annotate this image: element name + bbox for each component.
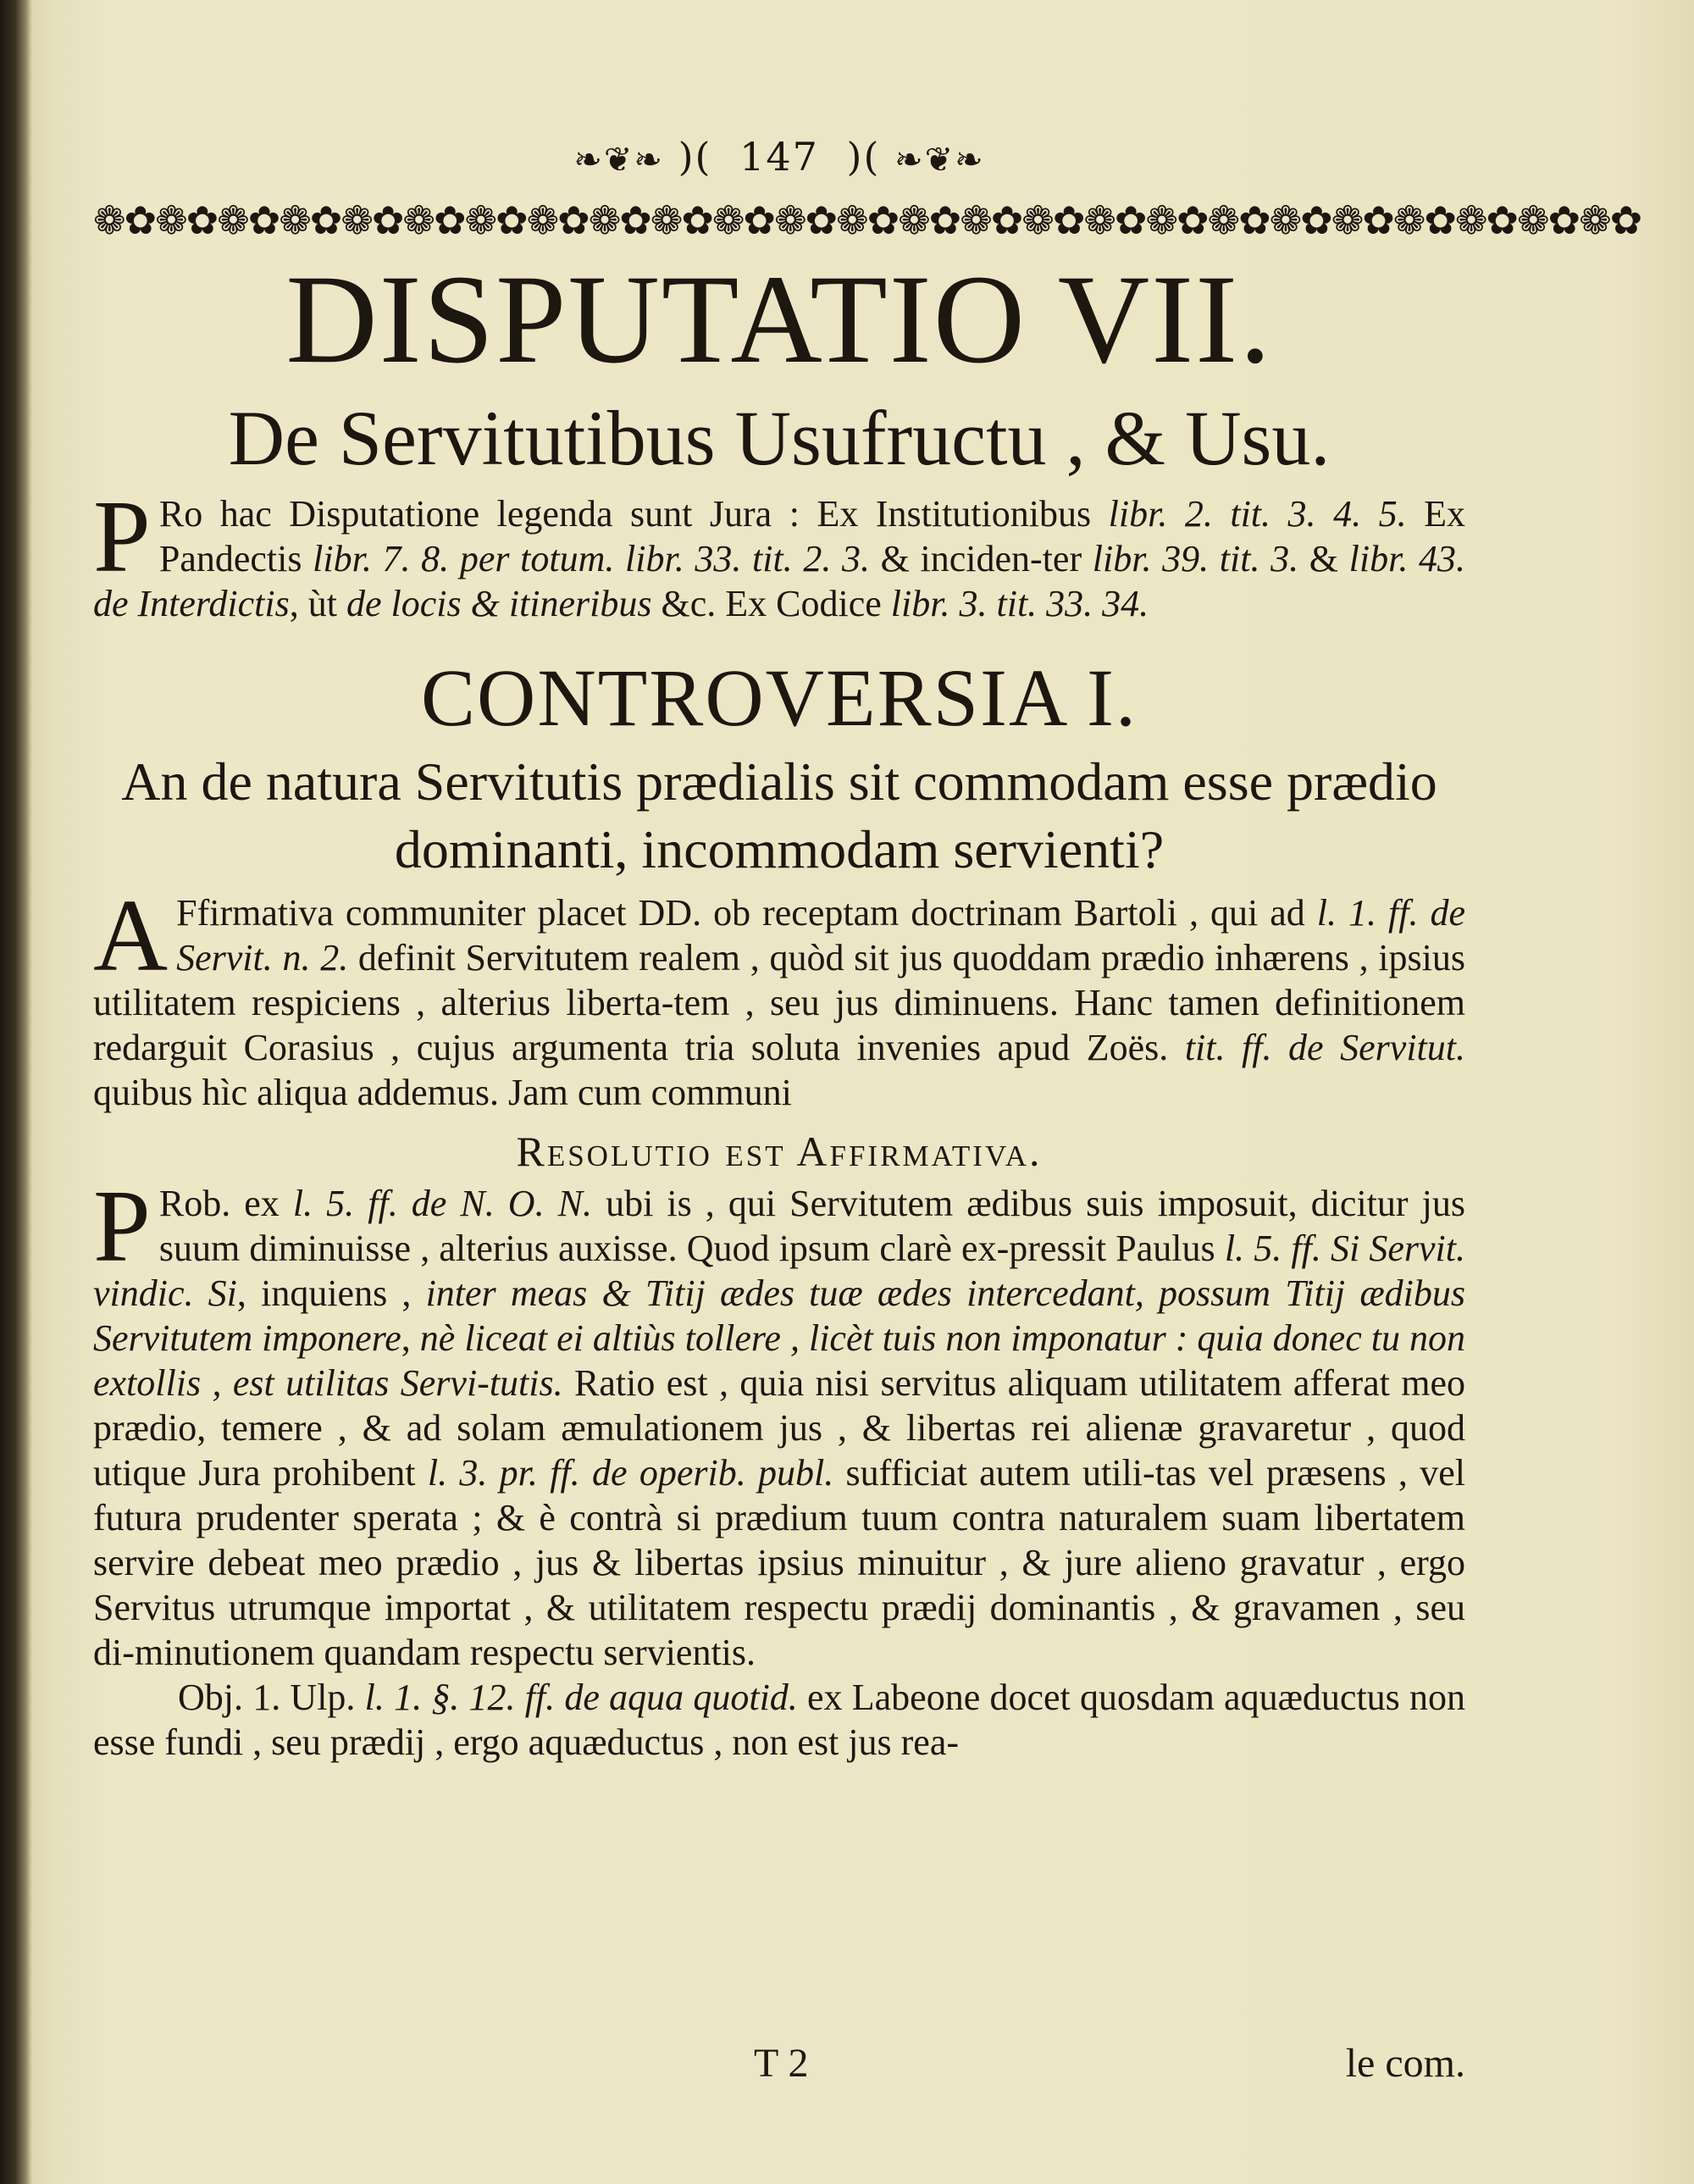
page-footer (93, 2040, 1465, 2091)
signature-mark: T 2 (754, 2041, 809, 2086)
citation: l. 5. ff. de N. O. N. (292, 1183, 592, 1224)
binding-gutter (0, 0, 32, 2184)
body-text: Ratio est , quia nisi servitus aliquam utilitatem afferat meo prædio, temere , & ad solam æmulationem jus , & libertas rei alienæ gravaretur , quod utique Jura prohibent (93, 1362, 1466, 1494)
citation: de locis & itineribus (346, 583, 652, 624)
intro-text: &c. Ex Codice (651, 583, 882, 624)
page-number: 147 (739, 134, 819, 180)
citation: libr. 3. tit. 33. 34. (890, 583, 1149, 624)
intro-text: & inciden-ter (870, 538, 1082, 579)
left-ornament-icon: ❧❦❧ (573, 141, 664, 180)
controversia-question: An de natura Servitutis prædialis sit commodam esse prædio dominanti, incommodam servienti? (121, 751, 1437, 879)
citation: libr. 39. tit. 3. (1092, 538, 1299, 579)
citation: libr. 43. de Interdictis (93, 538, 1466, 624)
drop-cap: P (93, 479, 151, 594)
affirmativa-paragraph (93, 879, 1465, 1115)
intro-text: Ex Pandectis (158, 493, 1465, 579)
body-text: sufficiat autem utili-tas vel præsens , vel futura prudenter sperata ; & è contrà si prædium tuum contra naturalem suam libertatem servire debeat meo prædio , jus & libertas ipsius minuitur , & jure alieno gravatur , ergo Servitus utrumque importat , & utilitatem respectu prædij dominantis , & gravamen , seu di-minutionem quandam respectu servientis. (93, 1452, 1465, 1673)
disputation-title: DISPUTATIO VII. (285, 249, 1273, 390)
body-text: Obj. 1. Ulp. (178, 1677, 356, 1718)
right-bracket: )( (846, 134, 881, 180)
intro-paragraph (93, 479, 1466, 626)
body-text: quibus hìc aliqua addemus. Jam cum communi (93, 1072, 792, 1113)
objection-paragraph (93, 1675, 1465, 1765)
body-text: ubi is , qui Servitutem ædibus suis imposuit, dicitur jus suum diminuisse , alterius auxisse. Quod ipsum clarè ex-pressit Paulus (158, 1183, 1465, 1269)
citation: l. 1. §. 12. ff. de aqua quotid. (364, 1677, 798, 1718)
body-text: definit Servitutem realem , quòd sit jus quoddam prædio inhærens , ipsius utilitatem respiciens , alterius liberta-tem , seu jus diminuens. Hanc tamen definitionem redarguit Corasius , cujus argumenta tria soluta invenies apud Zoës. (93, 937, 1465, 1068)
body-text: ex Labeone docet quosdam aquæductus non esse fundi , seu prædij , ergo aquæductus , non est jus rea- (93, 1677, 1466, 1763)
body-text: , (401, 1317, 420, 1359)
citation: libr. 7. 8. per totum. libr. 33. tit. 2. 3. (313, 538, 870, 579)
left-bracket: )( (678, 134, 712, 180)
citation: l. 3. pr. ff. de operib. publ. (427, 1452, 834, 1494)
quotation: inter meas & Titij ædes tuæ ædes intercedant, possum Titij ædibus Servitutem imponere (93, 1272, 1466, 1359)
body-text: Ffirmativa communiter placet DD. ob receptam doctrinam Bartoli , qui ad (176, 892, 1305, 934)
intro-text: Ro hac Disputatione legenda sunt Jura : Ex Institutionibus (158, 493, 1092, 535)
intro-text: , ùt (289, 583, 337, 624)
probatio-paragraph (93, 1169, 1466, 1675)
quotation: nè liceat ei altiùs tollere , licèt tuis non imponatur : quia donec tu non extollis , est utilitas Servi-tutis. (93, 1317, 1465, 1404)
citation: l. 1. ff. de Servit. n. 2. (176, 892, 1465, 978)
running-head (93, 127, 1465, 186)
page-content (93, 127, 1641, 1765)
drop-cap: P (93, 1169, 151, 1283)
resolutio-heading: Resolutio est Affirmativa. (516, 1128, 1043, 1175)
citation: l. 5. ff. Si Servit. vindic. Si (93, 1228, 1466, 1314)
catchword: le com. (1345, 2041, 1465, 2086)
right-ornament-icon: ❧❦❧ (894, 141, 985, 180)
citation: libr. 2. tit. 3. 4. 5. (1108, 493, 1407, 535)
drop-cap: A (93, 879, 169, 993)
citation: tit. ff. de Servitut. (1184, 1027, 1465, 1068)
decorative-border-icon: ❁✿❁✿❁✿❁✿❁✿❁✿❁✿❁✿❁✿❁✿❁✿❁✿❁✿❁✿❁✿❁✿❁✿❁✿❁✿❁✿❁✿❁✿❁✿❁✿❁✿ (93, 197, 1641, 243)
intro-text: & (1298, 538, 1338, 579)
body-text: , inquiens , (236, 1272, 412, 1314)
body-text: Rob. ex (158, 1183, 280, 1224)
disputation-subtitle: De Servitutibus Usufructu , & Usu. (228, 395, 1331, 481)
controversia-heading: CONTROVERSIA I. (420, 652, 1138, 743)
